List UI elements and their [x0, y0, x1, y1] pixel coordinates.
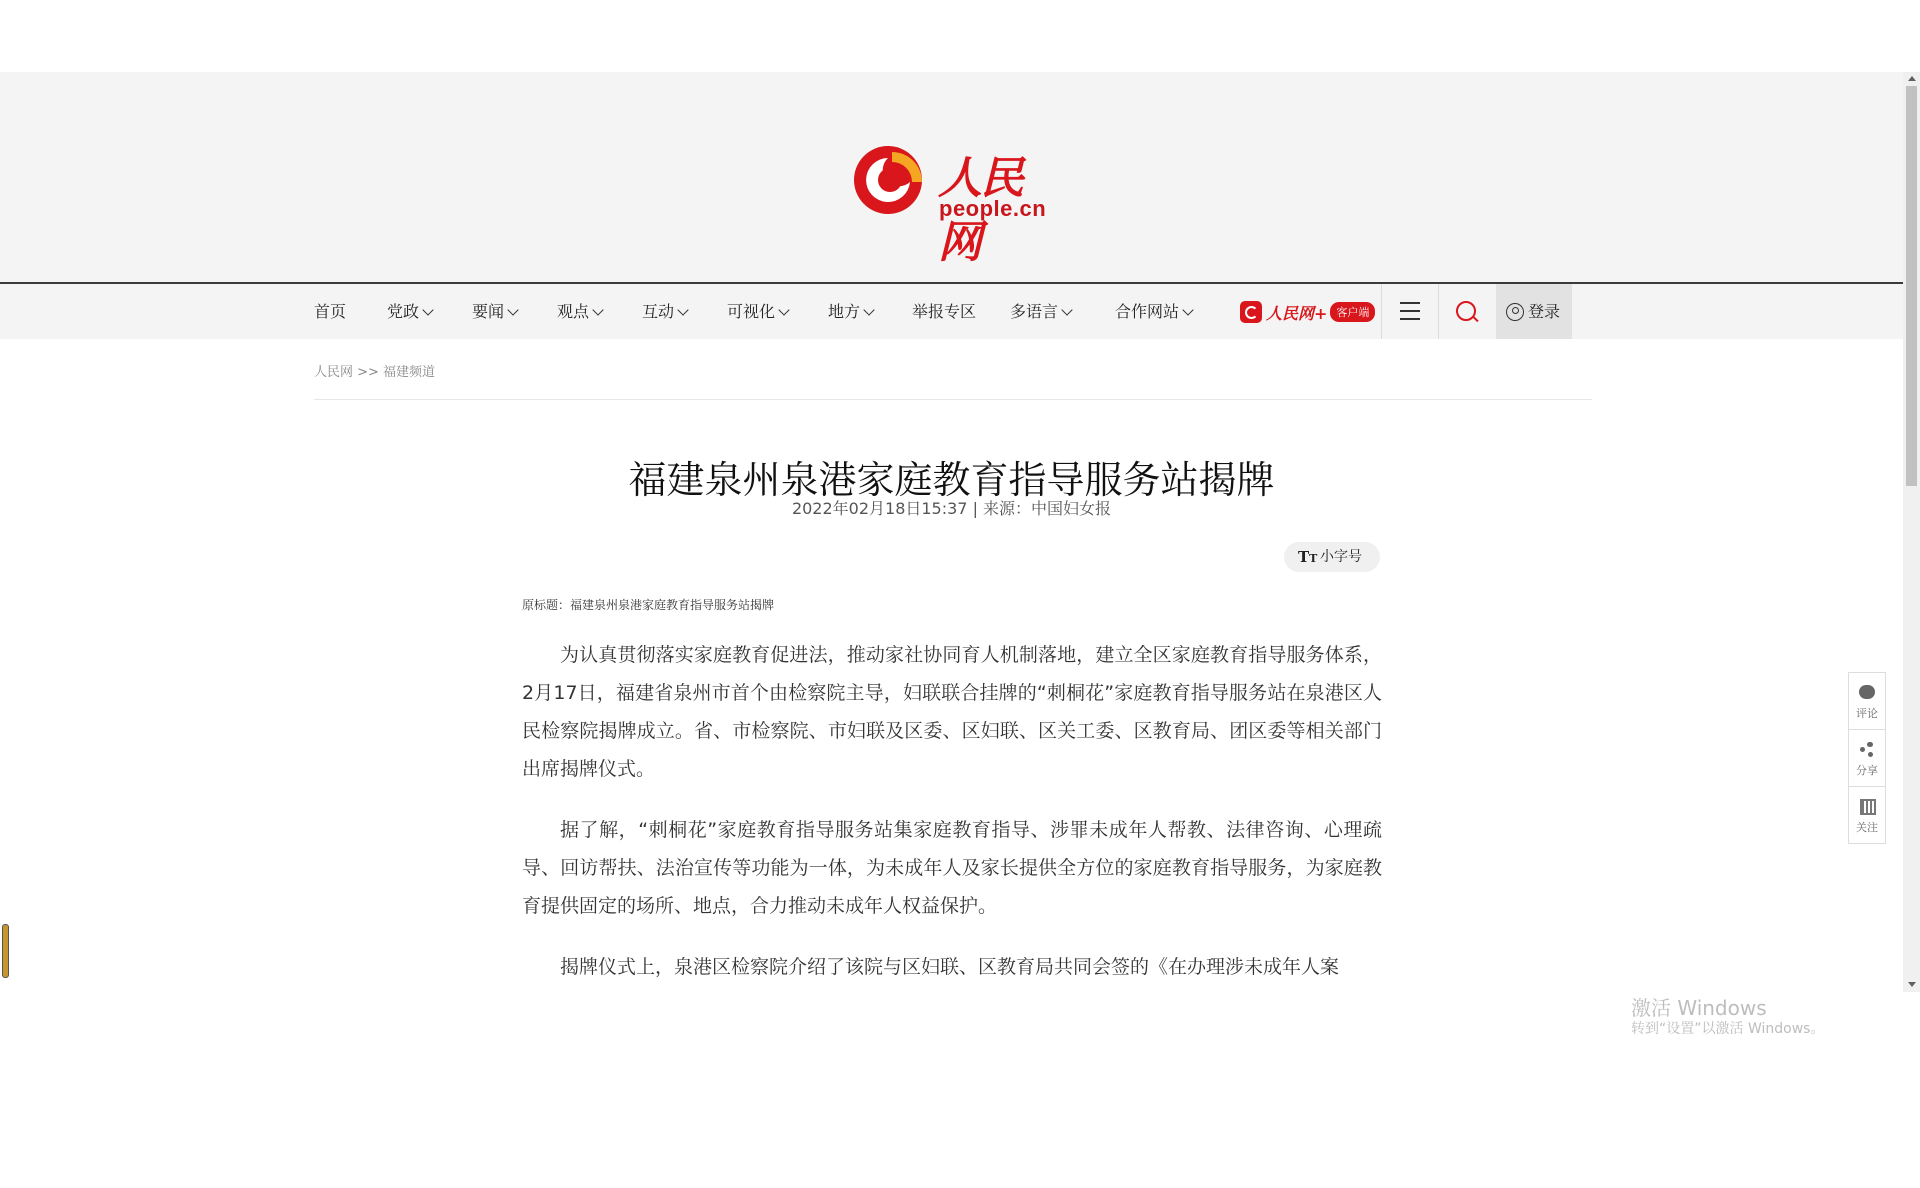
nav-divider — [1381, 284, 1382, 339]
original-title: 原标题：福建泉州泉港家庭教育指导服务站揭牌 — [522, 598, 775, 612]
logo-wordmark: 人民网 — [938, 153, 1022, 268]
share-button[interactable]: 分享 — [1849, 730, 1885, 787]
chevron-down-icon — [778, 304, 789, 315]
nav-item-news[interactable]: 要闻 — [472, 284, 517, 339]
login-label: 登录 — [1528, 302, 1561, 321]
comment-icon — [1859, 685, 1875, 699]
font-size-label: 小字号 — [1320, 549, 1362, 565]
chevron-down-icon — [863, 304, 874, 315]
nav-item-opinion[interactable]: 观点 — [557, 284, 602, 339]
site-logo[interactable] — [846, 138, 1062, 268]
app-brand: 人民网+ — [1266, 303, 1328, 323]
share-rail — [1848, 672, 1886, 844]
nav-item-partners[interactable]: 合作网站 — [1115, 284, 1192, 339]
windows-activation-hint: 转到“设置”以激活 Windows。 — [1631, 1021, 1825, 1037]
nav-item-home[interactable]: 首页 — [314, 302, 347, 321]
chevron-down-icon — [507, 304, 518, 315]
comment-button[interactable]: 评论 — [1849, 673, 1885, 730]
user-icon — [1506, 303, 1524, 321]
article-meta: 2022年02月18日15:37 | 来源：中国妇女报 — [791, 499, 1112, 518]
windows-activation-title: 激活 Windows — [1631, 996, 1767, 1020]
share-icon — [1859, 742, 1875, 756]
article-paragraph: 揭牌仪式上，泉港区检察院介绍了该院与区妇联、区教育局共同会签的《在办理涉未成年人案 — [560, 956, 1340, 978]
scroll-up-icon[interactable] — [1908, 76, 1916, 81]
chevron-down-icon — [592, 304, 603, 315]
qr-code-icon — [1860, 799, 1876, 815]
vertical-scrollbar[interactable] — [1903, 72, 1920, 992]
nav-item-languages[interactable]: 多语言 — [1010, 284, 1071, 339]
logo-domain: people.cn — [939, 196, 1047, 221]
chevron-down-icon — [677, 304, 688, 315]
search-icon[interactable] — [1456, 301, 1476, 321]
font-size-icon: TT — [1298, 548, 1318, 566]
nav-item-local[interactable]: 地方 — [828, 284, 873, 339]
chevron-down-icon — [1182, 304, 1193, 315]
hamburger-icon[interactable] — [1400, 302, 1420, 320]
chevron-down-icon — [1061, 304, 1072, 315]
app-pill: 客户端 — [1330, 302, 1375, 322]
masthead — [0, 72, 1903, 284]
app-download-badge[interactable] — [1240, 301, 1375, 323]
follow-button[interactable]: 关注 — [1849, 787, 1885, 843]
app-logo-icon — [1240, 301, 1262, 323]
article-paragraph: 据了解，“刺桐花”家庭教育指导服务站集家庭教育指导、涉罪未成年人帮教、法律咨询、心理疏导、回访帮扶、法治宣传等功能为一体，为未成年人及家长提供全方位的家庭教育指导服务，为家庭教育提供固定的场所、地点，合力推动未成年人权益保护。 — [522, 819, 1382, 917]
font-size-toggle[interactable] — [1284, 542, 1380, 572]
logo-emblem-icon — [846, 138, 936, 222]
edge-drag-handle[interactable] — [2, 924, 9, 978]
nav-divider — [1438, 284, 1439, 339]
nav-item-report[interactable]: 举报专区 — [912, 302, 977, 321]
article-paragraph: 为认真贯彻落实家庭教育促进法，推动家社协同育人机制落地，建立全区家庭教育指导服务体系，2月17日，福建省泉州市首个由检察院主导，妇联联合挂牌的“刺桐花”家庭教育指导服务站在泉港区人民检察院揭牌成立。省、市检察院、市妇联及区委、区妇联、区关工委、区教育局、团区委等相关部门出席揭牌仪式。 — [522, 644, 1382, 780]
breadcrumb[interactable]: 人民网 >> 福建频道 — [314, 365, 436, 380]
scroll-down-icon[interactable] — [1908, 982, 1916, 987]
article-body — [522, 636, 1382, 1009]
nav-item-visual[interactable]: 可视化 — [727, 284, 788, 339]
main-nav — [0, 284, 1903, 339]
login-button[interactable] — [1496, 284, 1572, 339]
scrollbar-thumb[interactable] — [1906, 86, 1917, 486]
chevron-down-icon — [422, 304, 433, 315]
nav-item-party[interactable]: 党政 — [387, 284, 432, 339]
nav-item-interact[interactable]: 互动 — [642, 284, 687, 339]
breadcrumb-divider — [314, 399, 1592, 400]
browser-viewport — [0, 72, 1920, 1037]
article-title: 福建泉州泉港家庭教育指导服务站揭牌 — [628, 458, 1275, 503]
